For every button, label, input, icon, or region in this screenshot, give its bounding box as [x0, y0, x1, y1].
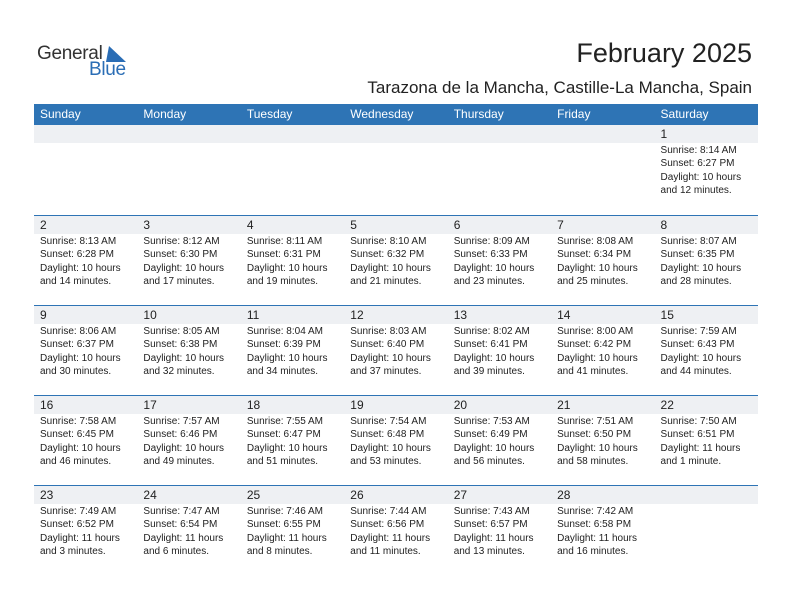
sunrise-text: Sunrise: 7:43 AM: [453, 506, 530, 517]
sunrise-text: Sunrise: 8:13 AM: [40, 236, 117, 247]
day-cell: [137, 306, 240, 396]
day-cell: [655, 216, 758, 306]
day-number: 20: [448, 396, 551, 414]
location-subtitle: Tarazona de la Mancha, Castille-La Mancha, Spain: [367, 78, 752, 97]
day-number: 21: [551, 396, 654, 414]
daylight-hours-text: Daylight: 11 hours: [143, 532, 224, 544]
sunrise-text: Sunrise: 8:10 AM: [350, 236, 427, 247]
daylight-hours-text: Daylight: 10 hours: [350, 262, 431, 274]
daylight-hours-text: Daylight: 10 hours: [246, 442, 328, 454]
day-number: 4: [241, 216, 344, 234]
sunset-text: Sunset: 6:54 PM: [143, 519, 218, 531]
sunset-text: Sunset: 6:39 PM: [246, 339, 321, 351]
day-cell: [655, 396, 758, 486]
sunset-text: Sunset: 6:28 PM: [40, 249, 114, 261]
day-sun-info: [34, 234, 137, 289]
daylight-hours-text: Daylight: 10 hours: [40, 442, 121, 454]
day-cell: [241, 396, 344, 486]
empty-day-cell: [655, 486, 758, 576]
day-sun-info: [448, 504, 551, 559]
calendar-grid: [34, 104, 758, 575]
sunset-text: Sunset: 6:46 PM: [143, 429, 218, 441]
day-cell: [344, 216, 447, 306]
day-number: 5: [344, 216, 447, 234]
daylight-hours-text: Daylight: 10 hours: [557, 352, 638, 364]
daylight-hours-text: Daylight: 10 hours: [143, 442, 225, 454]
daylight-minutes-text: and 8 minutes.: [246, 546, 313, 558]
day-cell: [448, 306, 551, 396]
daylight-hours-text: Daylight: 11 hours: [660, 442, 741, 454]
week-row: [34, 125, 758, 215]
day-number: 28: [551, 486, 654, 504]
daylight-hours-text: Daylight: 11 hours: [246, 532, 327, 544]
daylight-minutes-text: and 17 minutes.: [143, 276, 215, 288]
daylight-hours-text: Daylight: 11 hours: [40, 532, 120, 544]
day-cell: [241, 306, 344, 396]
daylight-hours-text: Daylight: 10 hours: [246, 262, 328, 274]
day-sun-info: [241, 234, 344, 289]
sunset-text: Sunset: 6:42 PM: [557, 339, 632, 351]
daylight-minutes-text: and 32 minutes.: [143, 366, 215, 378]
sunrise-text: Sunrise: 8:02 AM: [453, 326, 530, 337]
day-cell: [344, 486, 447, 576]
day-cell: [655, 306, 758, 396]
weekday-label: Sunday: [40, 107, 81, 121]
day-sun-info: [344, 504, 447, 559]
day-sun-info: [344, 324, 447, 379]
sunrise-text: Sunrise: 8:00 AM: [557, 326, 634, 337]
day-sun-info: [34, 324, 137, 379]
weekday-header: [34, 104, 758, 125]
day-sun-info: [241, 504, 344, 559]
sunrise-text: Sunrise: 7:58 AM: [40, 416, 117, 427]
sunrise-text: Sunrise: 8:06 AM: [40, 326, 117, 337]
sunrise-text: Sunrise: 8:04 AM: [246, 326, 323, 337]
sunrise-text: Sunrise: 7:55 AM: [246, 416, 323, 427]
sunset-text: Sunset: 6:56 PM: [350, 519, 425, 531]
day-sun-info: [34, 414, 137, 469]
day-number: 2: [34, 216, 137, 234]
day-cell: [137, 396, 240, 486]
sunset-text: Sunset: 6:51 PM: [660, 429, 735, 441]
day-sun-info: [34, 504, 137, 559]
day-cell: [34, 216, 137, 306]
day-sun-info: [655, 324, 758, 379]
sunset-text: Sunset: 6:55 PM: [246, 519, 321, 531]
day-number: 3: [137, 216, 240, 234]
day-sun-info: [344, 414, 447, 469]
day-sun-info: [241, 324, 344, 379]
day-cell: [551, 486, 654, 576]
daylight-minutes-text: and 23 minutes.: [453, 276, 525, 288]
day-sun-info: [448, 324, 551, 379]
sunrise-text: Sunrise: 7:57 AM: [143, 416, 220, 427]
sunset-text: Sunset: 6:33 PM: [453, 249, 528, 261]
daylight-minutes-text: and 11 minutes.: [350, 546, 421, 558]
sunrise-text: Sunrise: 7:42 AM: [557, 506, 634, 517]
day-number: 1: [655, 125, 758, 143]
sunset-text: Sunset: 6:52 PM: [40, 519, 114, 531]
logo-word-blue: Blue: [89, 59, 126, 80]
day-sun-info: [655, 414, 758, 469]
day-number: 27: [448, 486, 551, 504]
sunset-text: Sunset: 6:30 PM: [143, 249, 218, 261]
week-row: [34, 485, 758, 575]
day-number: 14: [551, 306, 654, 324]
daylight-minutes-text: and 12 minutes.: [660, 185, 732, 197]
daylight-hours-text: Daylight: 11 hours: [350, 532, 431, 544]
daylight-minutes-text: and 56 minutes.: [453, 456, 525, 468]
day-number: 11: [241, 306, 344, 324]
day-cell: [344, 396, 447, 486]
day-number-strip: [551, 125, 654, 143]
daylight-hours-text: Daylight: 10 hours: [660, 262, 742, 274]
day-number-strip: [655, 486, 758, 504]
daylight-hours-text: Daylight: 10 hours: [143, 352, 225, 364]
empty-day-cell: [241, 125, 344, 215]
day-sun-info: [448, 234, 551, 289]
day-number: 13: [448, 306, 551, 324]
day-sun-info: [344, 234, 447, 289]
daylight-hours-text: Daylight: 10 hours: [350, 352, 431, 364]
daylight-hours-text: Daylight: 10 hours: [143, 262, 225, 274]
daylight-hours-text: Daylight: 11 hours: [557, 532, 637, 544]
daylight-minutes-text: and 58 minutes.: [557, 456, 629, 468]
sunset-text: Sunset: 6:34 PM: [557, 249, 632, 261]
day-cell: [448, 396, 551, 486]
empty-day-cell: [34, 125, 137, 215]
daylight-hours-text: Daylight: 10 hours: [453, 352, 535, 364]
day-cell: [655, 125, 758, 215]
day-sun-info: [551, 234, 654, 289]
sunset-text: Sunset: 6:38 PM: [143, 339, 218, 351]
day-number-strip: [241, 125, 344, 143]
daylight-minutes-text: and 19 minutes.: [246, 276, 319, 288]
sunrise-text: Sunrise: 7:59 AM: [660, 326, 737, 337]
sunset-text: Sunset: 6:45 PM: [40, 429, 114, 441]
day-sun-info: [551, 504, 654, 559]
day-cell: [551, 396, 654, 486]
day-number: 10: [137, 306, 240, 324]
day-number: 12: [344, 306, 447, 324]
day-number: 16: [34, 396, 137, 414]
day-number-strip: [344, 125, 447, 143]
empty-day-cell: [137, 125, 240, 215]
day-number: 6: [448, 216, 551, 234]
day-sun-info: [137, 234, 240, 289]
daylight-hours-text: Daylight: 10 hours: [246, 352, 328, 364]
daylight-hours-text: Daylight: 10 hours: [453, 262, 535, 274]
sunset-text: Sunset: 6:32 PM: [350, 249, 425, 261]
weeks-container: [34, 125, 758, 575]
sunset-text: Sunset: 6:27 PM: [660, 158, 735, 170]
day-cell: [551, 216, 654, 306]
day-number: 25: [241, 486, 344, 504]
week-row: [34, 215, 758, 305]
empty-day-cell: [448, 125, 551, 215]
daylight-minutes-text: and 1 minute.: [660, 456, 722, 468]
sunset-text: Sunset: 6:47 PM: [246, 429, 321, 441]
daylight-minutes-text: and 34 minutes.: [246, 366, 319, 378]
daylight-minutes-text: and 30 minutes.: [40, 366, 112, 378]
weekday-label: Thursday: [453, 107, 504, 121]
daylight-hours-text: Daylight: 10 hours: [557, 262, 638, 274]
day-number: 18: [241, 396, 344, 414]
daylight-hours-text: Daylight: 10 hours: [557, 442, 638, 454]
day-number-strip: [448, 125, 551, 143]
empty-day-cell: [551, 125, 654, 215]
day-cell: [344, 306, 447, 396]
day-cell: [448, 486, 551, 576]
empty-day-cell: [344, 125, 447, 215]
sunset-text: Sunset: 6:41 PM: [453, 339, 528, 351]
sunrise-text: Sunrise: 8:07 AM: [660, 236, 737, 247]
daylight-minutes-text: and 39 minutes.: [453, 366, 525, 378]
sunrise-text: Sunrise: 7:51 AM: [557, 416, 634, 427]
daylight-minutes-text: and 3 minutes.: [40, 546, 106, 558]
sunrise-text: Sunrise: 7:50 AM: [660, 416, 737, 427]
daylight-minutes-text: and 51 minutes.: [246, 456, 319, 468]
day-cell: [34, 306, 137, 396]
generalblue-logo: [37, 43, 137, 81]
day-cell: [34, 396, 137, 486]
sunrise-text: Sunrise: 8:05 AM: [143, 326, 220, 337]
weekday-label: Saturday: [660, 107, 709, 121]
day-number: 17: [137, 396, 240, 414]
sunset-text: Sunset: 6:31 PM: [246, 249, 321, 261]
daylight-hours-text: Daylight: 10 hours: [453, 442, 535, 454]
day-cell: [448, 216, 551, 306]
sunset-text: Sunset: 6:48 PM: [350, 429, 425, 441]
daylight-hours-text: Daylight: 10 hours: [40, 262, 121, 274]
day-cell: [137, 216, 240, 306]
day-cell: [137, 486, 240, 576]
day-cell: [241, 216, 344, 306]
day-sun-info: [137, 324, 240, 379]
day-number: 15: [655, 306, 758, 324]
daylight-minutes-text: and 41 minutes.: [557, 366, 629, 378]
sunrise-text: Sunrise: 8:12 AM: [143, 236, 220, 247]
sunset-text: Sunset: 6:58 PM: [557, 519, 632, 531]
daylight-minutes-text: and 14 minutes.: [40, 276, 112, 288]
day-sun-info: [655, 234, 758, 289]
daylight-minutes-text: and 44 minutes.: [660, 366, 732, 378]
daylight-minutes-text: and 13 minutes.: [453, 546, 525, 558]
sunrise-text: Sunrise: 8:09 AM: [453, 236, 530, 247]
daylight-minutes-text: and 49 minutes.: [143, 456, 215, 468]
day-number-strip: [137, 125, 240, 143]
week-row: [34, 305, 758, 395]
day-sun-info: [137, 414, 240, 469]
daylight-minutes-text: and 37 minutes.: [350, 366, 422, 378]
sunrise-text: Sunrise: 7:54 AM: [350, 416, 427, 427]
day-number: 23: [34, 486, 137, 504]
daylight-minutes-text: and 28 minutes.: [660, 276, 732, 288]
daylight-hours-text: Daylight: 10 hours: [350, 442, 431, 454]
page-title: February 2025: [576, 38, 752, 68]
daylight-hours-text: Daylight: 10 hours: [660, 352, 742, 364]
sunset-text: Sunset: 6:43 PM: [660, 339, 735, 351]
sunset-text: Sunset: 6:40 PM: [350, 339, 425, 351]
day-number: 7: [551, 216, 654, 234]
sunrise-text: Sunrise: 7:49 AM: [40, 506, 117, 517]
sunrise-text: Sunrise: 7:46 AM: [246, 506, 323, 517]
daylight-minutes-text: and 16 minutes.: [557, 546, 629, 558]
day-number: 26: [344, 486, 447, 504]
day-sun-info: [137, 504, 240, 559]
sunrise-text: Sunrise: 7:53 AM: [453, 416, 530, 427]
weekday-label: Friday: [557, 107, 591, 121]
weekday-label: Wednesday: [350, 107, 414, 121]
sunrise-text: Sunrise: 8:11 AM: [246, 236, 323, 247]
sunrise-text: Sunrise: 8:08 AM: [557, 236, 634, 247]
daylight-minutes-text: and 46 minutes.: [40, 456, 112, 468]
weekday-label: Tuesday: [246, 107, 293, 121]
sunset-text: Sunset: 6:37 PM: [40, 339, 114, 351]
daylight-hours-text: Daylight: 10 hours: [40, 352, 121, 364]
sunset-text: Sunset: 6:49 PM: [453, 429, 528, 441]
day-cell: [241, 486, 344, 576]
logo-word-general: General: [37, 43, 103, 64]
day-sun-info: [551, 414, 654, 469]
day-number: 8: [655, 216, 758, 234]
day-sun-info: [241, 414, 344, 469]
sunset-text: Sunset: 6:50 PM: [557, 429, 632, 441]
daylight-hours-text: Daylight: 10 hours: [660, 171, 742, 183]
day-number: 22: [655, 396, 758, 414]
daylight-minutes-text: and 21 minutes.: [350, 276, 422, 288]
sunset-text: Sunset: 6:35 PM: [660, 249, 735, 261]
sunrise-text: Sunrise: 7:44 AM: [350, 506, 427, 517]
day-number: 19: [344, 396, 447, 414]
sunrise-text: Sunrise: 8:03 AM: [350, 326, 427, 337]
day-number: 9: [34, 306, 137, 324]
day-number-strip: [34, 125, 137, 143]
day-cell: [34, 486, 137, 576]
day-sun-info: [551, 324, 654, 379]
sunrise-text: Sunrise: 7:47 AM: [143, 506, 220, 517]
weekday-label: Monday: [143, 107, 187, 121]
sunrise-text: Sunrise: 8:14 AM: [660, 145, 737, 156]
daylight-hours-text: Daylight: 11 hours: [453, 532, 534, 544]
day-sun-info: [655, 143, 758, 198]
day-number: 24: [137, 486, 240, 504]
day-cell: [551, 306, 654, 396]
daylight-minutes-text: and 25 minutes.: [557, 276, 629, 288]
daylight-minutes-text: and 53 minutes.: [350, 456, 422, 468]
daylight-minutes-text: and 6 minutes.: [143, 546, 210, 558]
week-row: [34, 395, 758, 485]
day-sun-info: [448, 414, 551, 469]
sunset-text: Sunset: 6:57 PM: [453, 519, 528, 531]
